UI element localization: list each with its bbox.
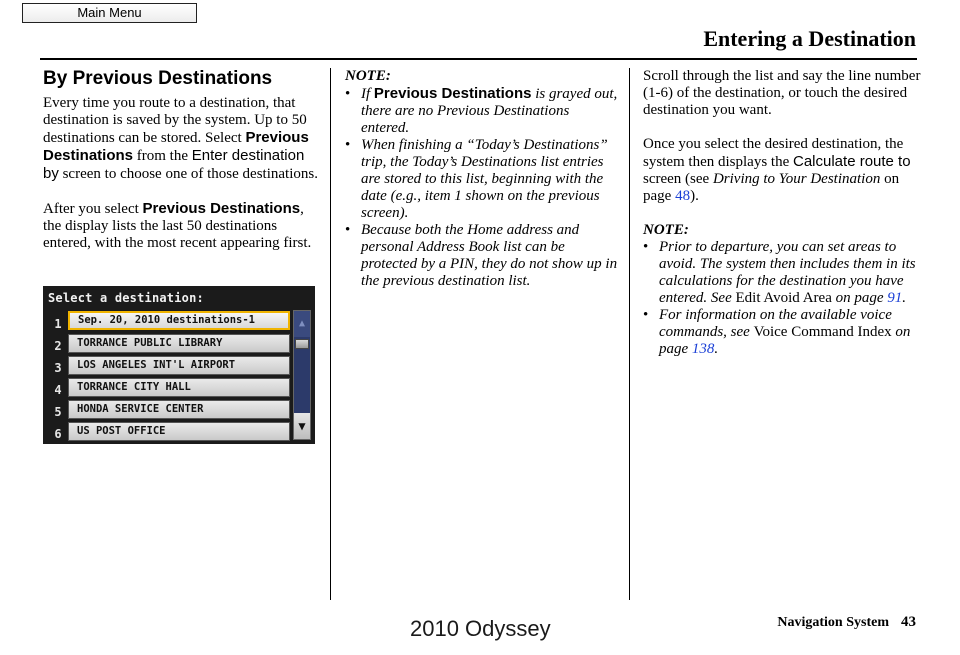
list-item: • Because both the Home address and personal Address Book list can be protected by a PIN, they do not show up in the previous destination list. bbox=[345, 222, 618, 289]
list-item: • If Previous Destinations is grayed out, there are no Previous Destinations entered. bbox=[345, 85, 618, 136]
destination-row-4[interactable]: TORRANCE CITY HALL bbox=[68, 378, 290, 397]
ui-term-previous-destinations: Previous Destinations bbox=[43, 129, 309, 164]
column-1 bbox=[43, 68, 318, 252]
scroll-down-icon[interactable]: ▼ bbox=[294, 413, 310, 439]
scrollbar[interactable] bbox=[293, 310, 311, 440]
scroll-up-icon[interactable]: ▲ bbox=[294, 311, 310, 337]
row-number: 6 bbox=[54, 427, 62, 441]
page-number: 43 bbox=[901, 614, 916, 630]
destination-row-2[interactable]: TORRANCE PUBLIC LIBRARY bbox=[68, 334, 290, 353]
note-list bbox=[345, 85, 620, 290]
column-divider-2 bbox=[629, 68, 630, 600]
calculate-paragraph: Once you select the desired destination, the system then displays the Calculate route to screen (see Driving to Your Destination on page 48). bbox=[643, 136, 911, 204]
row-number: 1 bbox=[54, 317, 62, 331]
list-item: • When finishing a “Today’s Destinations” trip, the Today’s Destinations list entries are stored to this list, beginning with the date (e.g., item 1 shown on the previous screen). bbox=[345, 137, 608, 221]
destination-list-screen bbox=[43, 286, 315, 444]
intro-paragraph: Every time you route to a destination, that destination is saved by the system. Up to 50 destinations can be stored. Select Previous Destinations from the Enter destination by screen to choose one of those destinations. bbox=[43, 95, 318, 182]
row-number: 5 bbox=[54, 405, 62, 419]
note-heading: NOTE: bbox=[643, 222, 689, 238]
note-heading: NOTE: bbox=[345, 68, 391, 84]
list-paragraph: After you select Previous Destinations, the display lists the last 50 destinations entered, with the most recent appearing first. bbox=[43, 200, 312, 251]
page-title: Entering a Destination bbox=[703, 26, 916, 51]
title-divider bbox=[40, 58, 917, 60]
page-link-138[interactable]: 138 bbox=[691, 341, 715, 357]
destination-row-6[interactable]: US POST OFFICE bbox=[68, 422, 290, 441]
scroll-thumb[interactable] bbox=[295, 339, 309, 349]
row-number: 2 bbox=[54, 339, 62, 353]
ui-term-enter-destination-by: Enter destination by bbox=[43, 147, 305, 182]
page-link-48[interactable]: 48 bbox=[675, 188, 691, 204]
page-link-91[interactable]: 91 bbox=[887, 290, 903, 306]
list-item: • Prior to departure, you can set areas to avoid. The system then includes them in its calculations for the destination you have entered. See Edit Avoid Area on page 91. bbox=[643, 239, 916, 306]
footer-section-name: Navigation System bbox=[777, 615, 889, 630]
destination-row-3[interactable]: LOS ANGELES INT'L AIRPORT bbox=[68, 356, 290, 375]
scroll-paragraph: Scroll through the list and say the line number (1-6) of the destination, or touch the desired destination you want. bbox=[643, 68, 921, 118]
ui-term-previous-destinations: Previous Destinations bbox=[373, 85, 532, 102]
column-3 bbox=[643, 68, 923, 358]
row-number: 3 bbox=[54, 361, 62, 375]
ui-term-previous-destinations: Previous Destinations bbox=[142, 200, 301, 217]
column-2 bbox=[345, 68, 620, 290]
ui-term-calculate-route-to: Calculate route to bbox=[793, 153, 911, 170]
column-divider-1 bbox=[330, 68, 331, 600]
page-footer bbox=[777, 614, 916, 631]
row-number: 4 bbox=[54, 383, 62, 397]
list-item: • For information on the available voice commands, see Voice Command Index on page 138. bbox=[643, 307, 911, 357]
destination-row-5[interactable]: HONDA SERVICE CENTER bbox=[68, 400, 290, 419]
note-list bbox=[643, 239, 923, 358]
screen-header: Select a destination: bbox=[48, 291, 204, 305]
watermark-text: 2010 Odyssey bbox=[410, 616, 551, 641]
main-menu-button[interactable]: Main Menu bbox=[22, 3, 197, 23]
destination-row-1[interactable]: Sep. 20, 2010 destinations-1 bbox=[68, 311, 290, 330]
section-heading: By Previous Destinations bbox=[43, 68, 273, 89]
